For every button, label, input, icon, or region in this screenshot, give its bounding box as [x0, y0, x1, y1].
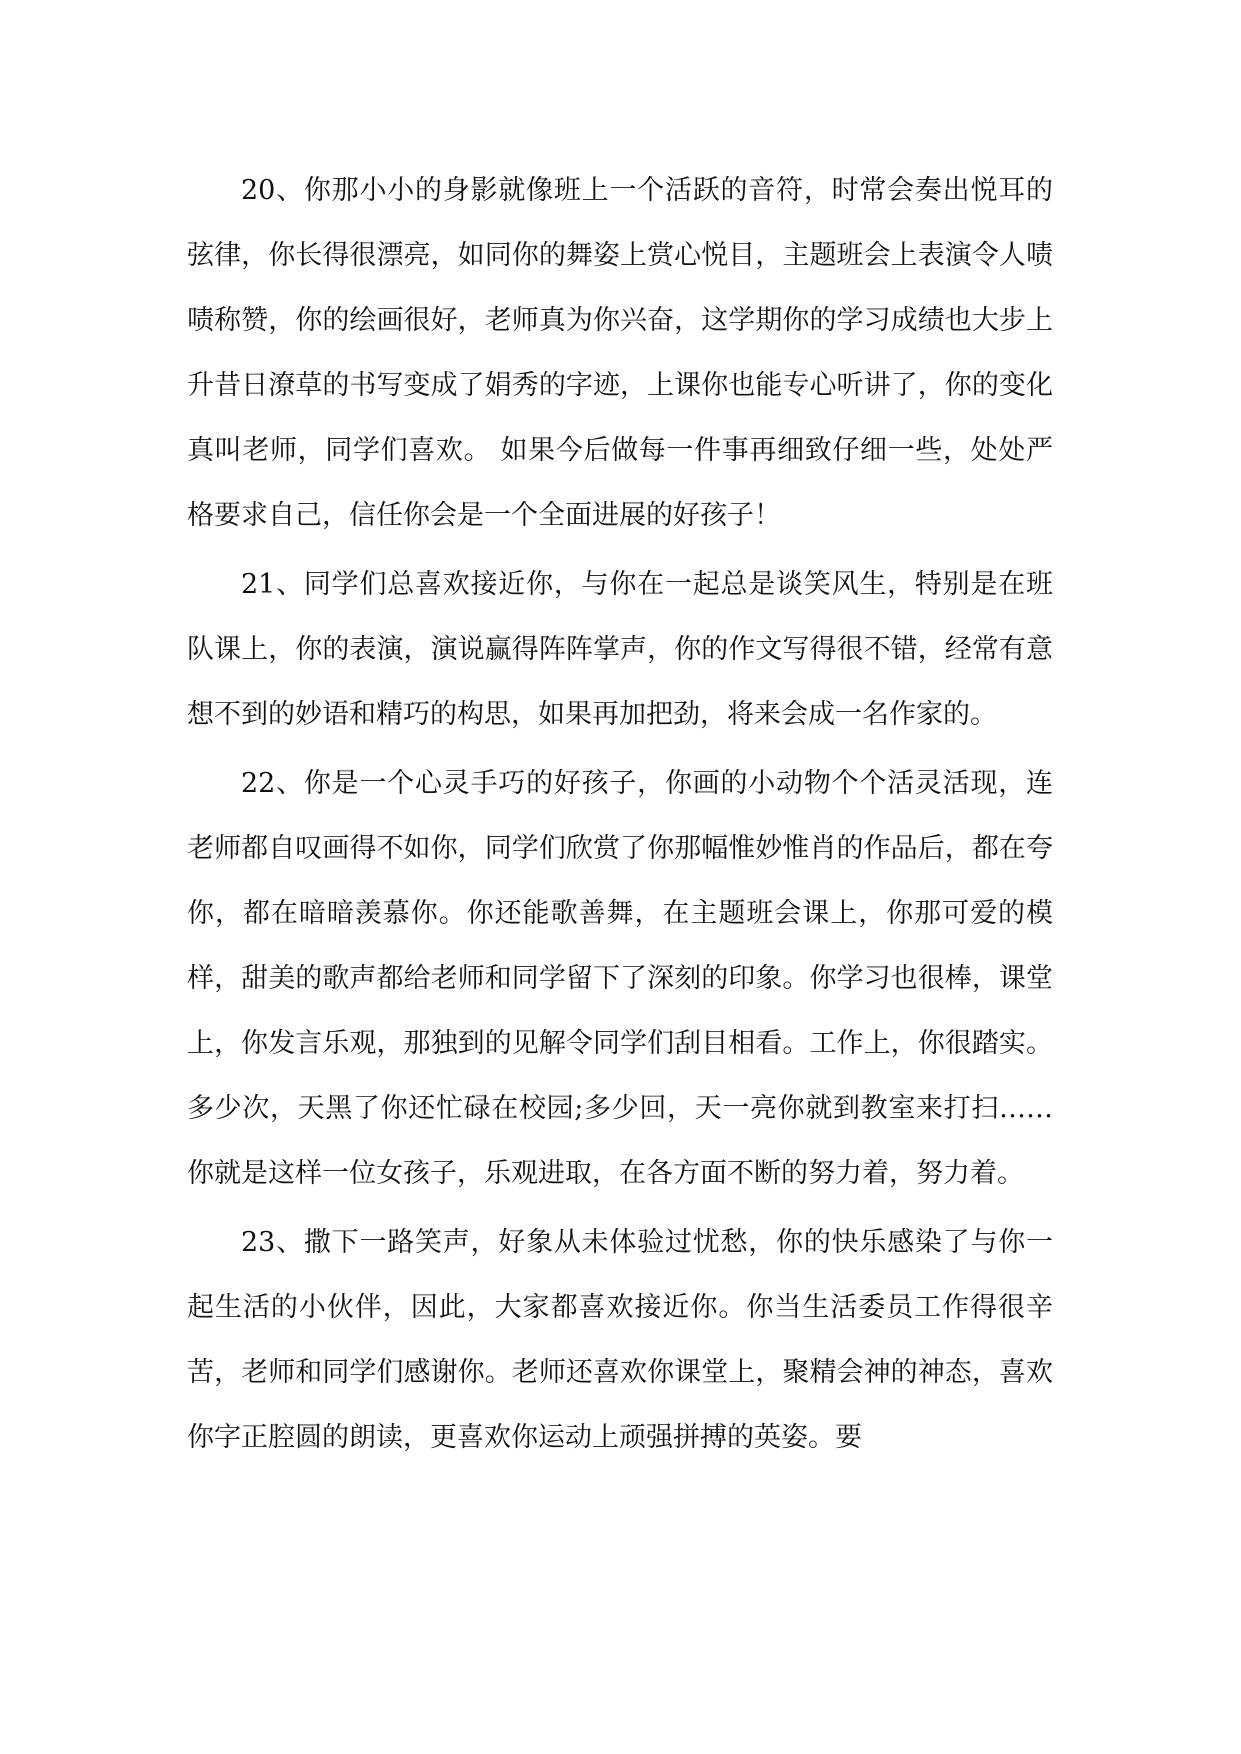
paragraph-21: 21、同学们总喜欢接近你，与你在一起总是谈笑风生，特别是在班队课上，你的表演，演说赢得阵阵掌声，你的作文写得很不错，经常有意想不到的妙语和精巧的构思，如果再加把劲，将来会成一名作家的。 [187, 569, 1053, 730]
paragraph-20: 20、你那小小的身影就像班上一个活跃的音符，时常会奏出悦耳的弦律，你长得很漂亮，如同你的舞姿上赏心悦目，主题班会上表演令人啧啧称赞，你的绘画很好，老师真为你兴奋，这学期你的学习成绩也大步上升昔日潦草的书写变成了娟秀的字迹，上课你也能专心听讲了，你的变化真叫老师，同学们喜欢。 如果今后做每一件事再细致仔细一些，处处严格要求自己，信任你会是一个全面进展的好孩子！ [187, 175, 1053, 531]
paragraph-23: 23、撒下一路笑声，好象从未体验过忧愁，你的快乐感染了与你一起生活的小伙伴，因此，大家都喜欢接近你。你当生活委员工作得很辛苦，老师和同学们感谢你。老师还喜欢你课堂上，聚精会神的神态，喜欢你字正腔圆的朗读，更喜欢你运动上顽强拼搏的英姿。要 [187, 1227, 1053, 1453]
paragraph-22: 22、你是一个心灵手巧的好孩子，你画的小动物个个活灵活现，连老师都自叹画得不如你，同学们欣赏了你那幅惟妙惟肖的作品后，都在夸你，都在暗暗羡慕你。你还能歌善舞，在主题班会课上，你那可爱的模样，甜美的歌声都给老师和同学留下了深刻的印象。你学习也很棒，课堂上，你发言乐观，那独到的见解令同学们刮目相看。工作上，你很踏实。多少次，天黑了你还忙碌在校园;多少回，天一亮你就到教室来打扫……你就是这样一位女孩子，乐观进取，在各方面不断的努力着，努力着。 [187, 768, 1053, 1189]
document-body [187, 158, 1053, 1470]
